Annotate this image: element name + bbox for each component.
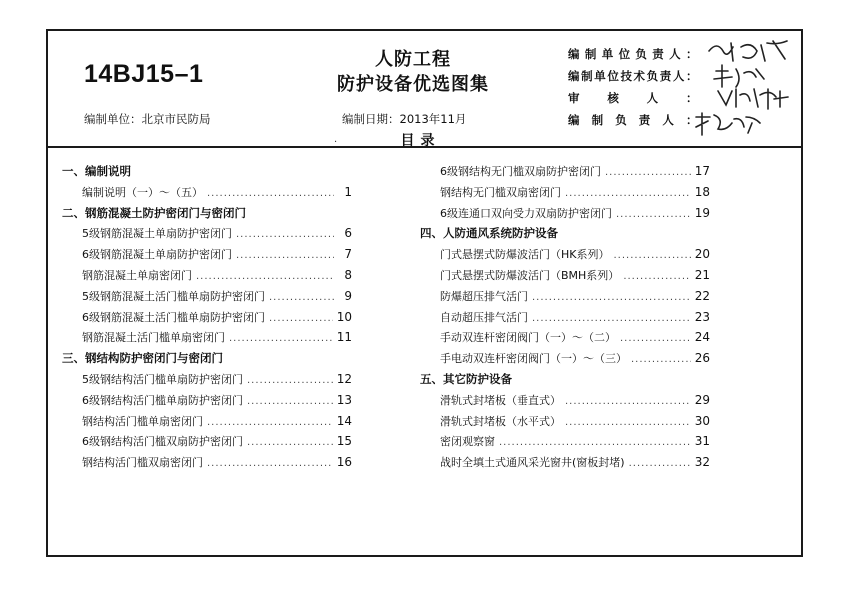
entry-label: 6级钢结构活门槛双扇防护密闭门 xyxy=(82,435,243,449)
entry-page-number: 13 xyxy=(336,392,352,407)
entry-label: 门式悬摆式防爆波活门（BMH系列） xyxy=(440,268,620,282)
toc-entry[interactable] xyxy=(62,431,352,452)
compile-date: 编制日期：2013年11月 xyxy=(342,112,467,126)
entry-label: 钢结构无门槛双扇密闭门 xyxy=(440,185,561,199)
dot-leader xyxy=(532,309,691,330)
toc-entry[interactable] xyxy=(420,452,710,473)
entry-label: 5级钢筋混凝土单扇防护密闭门 xyxy=(82,227,232,241)
entry-page-number: 23 xyxy=(694,309,710,324)
entry-label: 6级连通口双向受力双扇防护密闭门 xyxy=(440,206,612,220)
section-label: 一、编制说明 xyxy=(62,164,131,178)
entry-label: 手电动双连杆密闭阀门（一）～（三） xyxy=(440,352,627,366)
entry-page-number: 24 xyxy=(694,330,710,345)
toc-entry[interactable] xyxy=(62,452,352,473)
toc-entry[interactable] xyxy=(420,286,710,307)
toc-title-dot: . xyxy=(334,134,338,145)
dot-leader xyxy=(605,163,691,184)
entry-page-number: 6 xyxy=(344,226,352,241)
toc-entry[interactable] xyxy=(420,411,710,432)
dot-leader xyxy=(269,309,333,330)
dot-leader xyxy=(236,246,334,267)
entry-label: 6级钢结构活门槛单扇防护密闭门 xyxy=(82,393,243,407)
entry-label: 密闭观察窗 xyxy=(440,435,495,449)
dot-leader xyxy=(247,392,333,413)
toc-entry[interactable] xyxy=(420,161,710,182)
dot-leader xyxy=(229,329,333,350)
toc-entry[interactable] xyxy=(62,244,352,265)
toc-right-column xyxy=(420,161,710,473)
entry-page-number: 22 xyxy=(694,288,710,303)
toc-section-heading xyxy=(420,223,710,244)
toc-entry[interactable] xyxy=(420,203,710,224)
dot-leader xyxy=(565,184,691,205)
role-reviewer: 审核人： xyxy=(568,91,698,105)
entry-page-number: 16 xyxy=(336,455,352,470)
section-label: 二、钢筋混凝土防护密闭门与密闭门 xyxy=(62,205,246,220)
responsibility-block xyxy=(568,43,698,131)
entry-label: 编制说明（一）～（五） xyxy=(82,185,203,199)
entry-page-number: 1 xyxy=(344,184,352,199)
entry-page-number: 18 xyxy=(694,184,710,199)
entry-label: 钢筋混凝土单扇密闭门 xyxy=(82,268,192,282)
entry-page-number: 20 xyxy=(694,247,710,262)
toc-entry[interactable] xyxy=(420,244,710,265)
dot-leader xyxy=(236,225,334,246)
dot-leader xyxy=(196,267,334,288)
section-label: 四、人防通风系统防护设备 xyxy=(420,226,558,241)
entry-page-number: 30 xyxy=(694,413,710,428)
entry-page-number: 17 xyxy=(694,164,710,178)
entry-label: 6级钢筋混凝土活门槛单扇防护密闭门 xyxy=(82,310,265,324)
toc-section-heading xyxy=(62,203,352,224)
toc-left-column xyxy=(62,161,352,473)
title-line-2: 防护设备优选图集 xyxy=(337,74,489,95)
dot-leader xyxy=(247,433,333,454)
dot-leader xyxy=(565,392,691,413)
entry-label: 战时全填土式通风采光窗井(窗板封堵) xyxy=(440,456,625,470)
role-tech-head: 编制单位技术负责人： xyxy=(568,69,698,83)
toc-entry[interactable] xyxy=(62,265,352,286)
dot-leader xyxy=(623,267,690,288)
dot-leader xyxy=(565,413,691,434)
toc-entry[interactable] xyxy=(420,265,710,286)
entry-label: 滑轨式封堵板（垂直式） xyxy=(440,393,561,407)
toc-section-heading xyxy=(420,369,710,390)
toc-entry[interactable] xyxy=(62,307,352,328)
role-unit-head: 编制单位负责人： xyxy=(568,47,698,61)
dot-leader xyxy=(613,246,690,267)
dot-leader xyxy=(269,288,334,309)
dot-leader xyxy=(532,288,691,309)
entry-page-number: 9 xyxy=(344,288,352,303)
entry-label: 钢结构活门槛双扇密闭门 xyxy=(82,456,203,470)
toc-entry[interactable] xyxy=(62,327,352,348)
entry-label: 滑轨式封堵板（水平式） xyxy=(440,414,561,428)
entry-page-number: 10 xyxy=(336,309,352,324)
toc-entry[interactable] xyxy=(62,390,352,411)
toc-entry[interactable] xyxy=(420,390,710,411)
entry-page-number: 21 xyxy=(694,267,710,282)
dot-leader xyxy=(247,371,333,392)
entry-label: 防爆超压排气活门 xyxy=(440,289,528,303)
entry-page-number: 32 xyxy=(694,455,710,470)
toc-entry[interactable] xyxy=(420,327,710,348)
title-line-1: 人防工程 xyxy=(375,49,451,70)
entry-page-number: 15 xyxy=(336,434,352,449)
entry-label: 6级钢结构无门槛双扇防护密闭门 xyxy=(440,165,601,178)
toc-entry[interactable] xyxy=(62,223,352,244)
dot-leader xyxy=(631,350,691,371)
entry-label: 手动双连杆密闭阀门（一）～（二） xyxy=(440,331,616,345)
atlas-title xyxy=(328,47,498,97)
section-label: 五、其它防护设备 xyxy=(420,371,512,386)
entry-page-number: 7 xyxy=(344,247,352,262)
atlas-number: 14BJ15–1 xyxy=(84,60,204,88)
entry-label: 自动超压排气活门 xyxy=(440,310,528,324)
compiler-unit: 编制单位：北京市民防局 xyxy=(84,112,211,126)
dot-leader xyxy=(207,454,333,475)
role-compiler: 编制负责人： xyxy=(568,113,698,127)
toc-section-heading xyxy=(62,348,352,369)
entry-page-number: 12 xyxy=(336,371,352,386)
entry-page-number: 11 xyxy=(336,330,352,345)
dot-leader xyxy=(616,205,691,226)
entry-label: 门式悬摆式防爆波活门（HK系列） xyxy=(440,248,610,262)
toc-entry[interactable] xyxy=(420,182,710,203)
toc-entry[interactable] xyxy=(420,431,710,452)
dot-leader xyxy=(629,454,691,475)
toc-entry[interactable] xyxy=(62,369,352,390)
section-label: 三、钢结构防护密闭门与密闭门 xyxy=(62,351,223,366)
entry-label: 钢筋混凝土活门槛单扇密闭门 xyxy=(82,331,225,345)
entry-page-number: 14 xyxy=(336,413,352,428)
entry-label: 6级钢筋混凝土单扇防护密闭门 xyxy=(82,248,232,262)
toc-entry[interactable] xyxy=(62,182,352,203)
toc-entry[interactable] xyxy=(420,307,710,328)
entry-page-number: 26 xyxy=(694,351,710,366)
dot-leader xyxy=(499,433,691,454)
dot-leader xyxy=(620,329,691,350)
dot-leader xyxy=(207,413,333,434)
entry-page-number: 8 xyxy=(344,267,352,282)
dot-leader xyxy=(207,184,334,205)
toc-entry[interactable] xyxy=(420,348,710,369)
entry-page-number: 31 xyxy=(694,434,710,449)
toc-title: 目录 xyxy=(400,133,441,149)
entry-page-number: 29 xyxy=(694,392,710,407)
entry-page-number: 19 xyxy=(694,205,710,220)
toc-entry[interactable] xyxy=(62,286,352,307)
entry-label: 5级钢结构活门槛单扇防护密闭门 xyxy=(82,372,243,386)
entry-label: 钢结构活门槛单扇密闭门 xyxy=(82,414,203,428)
toc-section-heading xyxy=(62,161,352,182)
entry-label: 5级钢筋混凝土活门槛单扇防护密闭门 xyxy=(82,289,265,303)
toc-entry[interactable] xyxy=(62,411,352,432)
